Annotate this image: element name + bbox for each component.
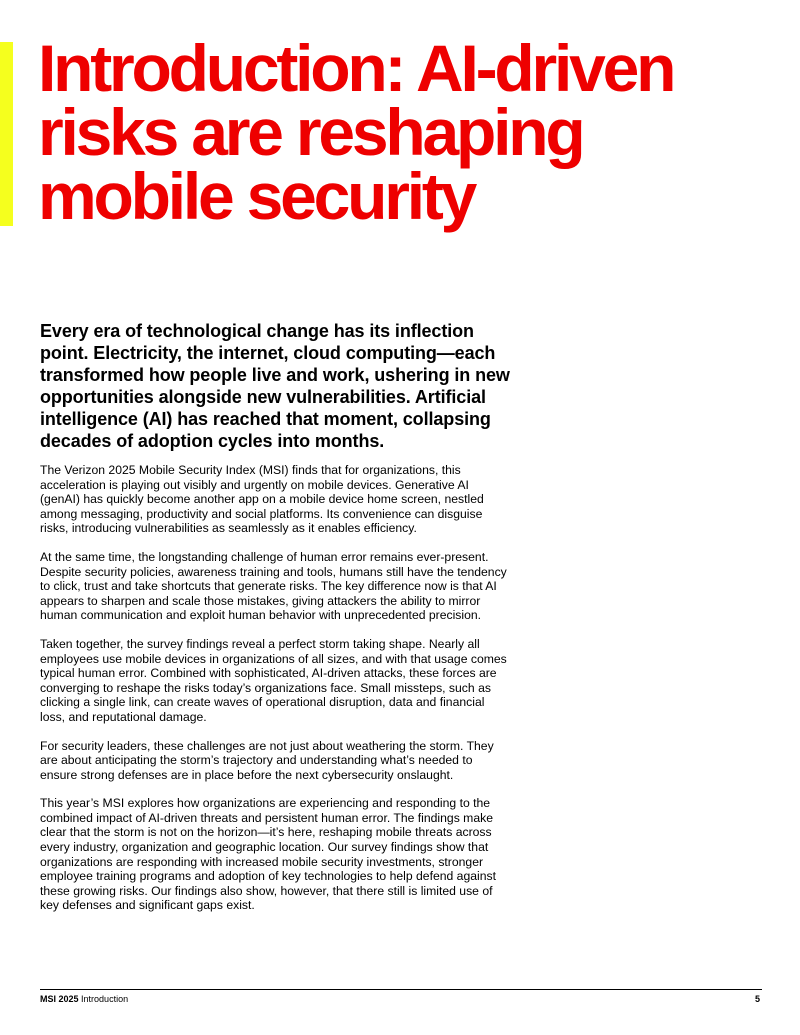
body-paragraph-4: For security leaders, these challenges are not just about weathering the storm. They are about anticipating the storm’s trajectory and understanding what’s needed to ensure strong defenses are in place before the next cybersecurity onslaught. <box>40 738 494 782</box>
footer-section: Introduction <box>81 994 129 1004</box>
accent-bar <box>0 42 13 226</box>
body-paragraph-3: Taken together, the survey findings reveal a perfect storm taking shape. Nearly all employees use mobile devices in organizations of all sizes, and with that usage comes typical human error. Combined with sophisticated, AI-driven attacks, these forces are converging to reshape the risks today’s organizations face. Small missteps, such as clicking a single link, can create waves of operational disruption, data and financial loss, and reputational damage. <box>40 636 507 724</box>
footer-divider <box>40 989 762 990</box>
footer-brand: MSI 2025 <box>40 994 79 1004</box>
lead-paragraph: Every era of technological change has its inflection point. Electricity, the internet, cloud computing—each transformed how people live and work, ushering in new opportunities alongside new vulnerabilities. Artificial intelligence (AI) has reached that moment, collapsing decades of adoption cycles into months. <box>40 321 510 451</box>
page-number: 5 <box>754 994 760 1004</box>
footer-label <box>40 993 128 1005</box>
body-paragraph-2: At the same time, the longstanding challenge of human error remains ever-present. Despite security policies, awareness training and tools, humans still have the tendency to click, trust and take shortcuts that generate risks. The key difference now is that AI appears to sharpen and scale those mistakes, giving attackers the ability to mirror human communication and exploit human behavior with unprecedented precision. <box>40 549 507 623</box>
body-text <box>40 463 510 927</box>
body-paragraph-1: The Verizon 2025 Mobile Security Index (MSI) finds that for organizations, this acceleration is playing out visibly and urgently on mobile devices. Generative AI (genAI) has quickly become another app on a mobile device home screen, nestled among messaging, productivity and social platforms. Its convenience can disguise risks, introducing vulnerabilities as seamlessly as it enables efficiency. <box>40 463 484 536</box>
body-paragraph-5: This year’s MSI explores how organizations are experiencing and responding to the combined impact of AI-driven threats and persistent human error. The findings make clear that the storm is not on the horizon—it’s here, reshaping mobile threats across every industry, organization and geographic location. Our survey findings show that organizations are responding with increased mobile security investments, stronger employee training programs and adoption of key technologies to help defend against these growing risks. Our findings also show, however, that there still is limited use of key defenses and significant gaps exist. <box>40 796 496 913</box>
page-title: Introduction: AI-driven risks are reshaping mobile security <box>38 31 674 233</box>
